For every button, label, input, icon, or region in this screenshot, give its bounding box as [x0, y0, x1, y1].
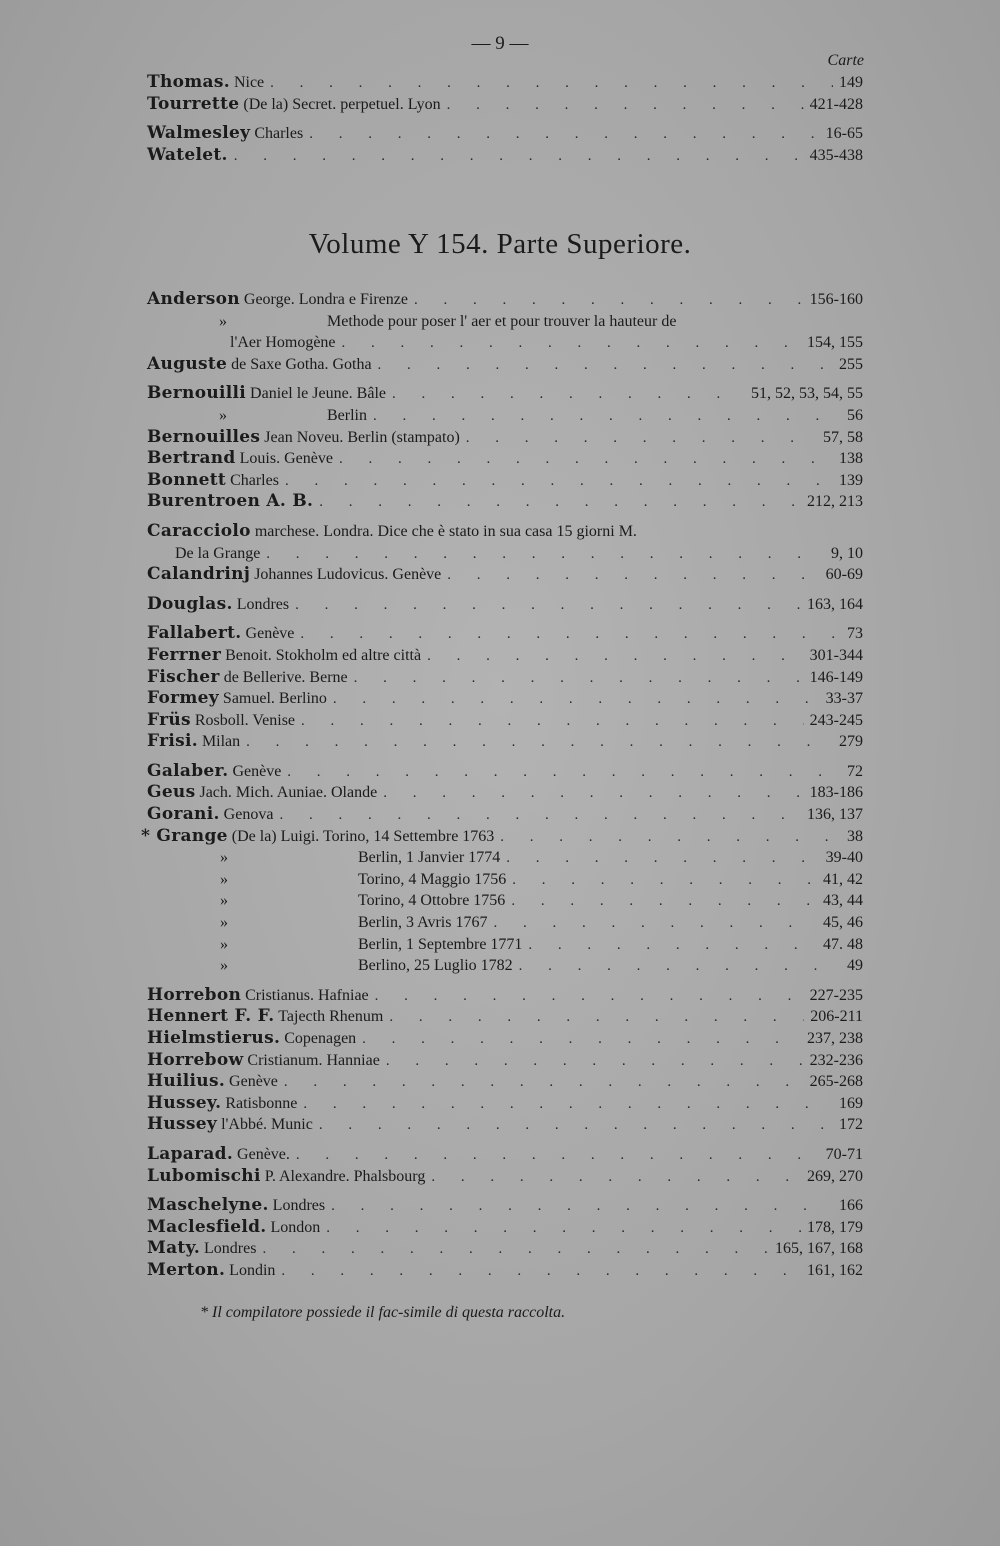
entry-description: Genève — [232, 762, 282, 780]
index-entry — [147, 427, 863, 449]
entry-pages: 56 — [847, 406, 863, 424]
index-entry — [147, 847, 863, 869]
index-entry — [147, 1144, 863, 1166]
entry-description: Louis. Genève — [239, 450, 333, 468]
index-entry — [147, 405, 863, 427]
index-entry — [147, 645, 863, 667]
dot-leader — [295, 595, 801, 617]
volume-title: Volume Y 154. Parte Superiore. — [308, 228, 692, 260]
index-entry — [147, 731, 863, 753]
ditto-mark: » — [219, 312, 227, 330]
entry-description: Nice — [233, 74, 265, 91]
dot-leader — [427, 646, 804, 668]
dot-leader — [303, 1094, 833, 1116]
index-entry — [147, 710, 863, 732]
entry-pages: 41, 42 — [823, 870, 863, 888]
entry-name: Ferrner — [147, 644, 222, 665]
index-entry — [147, 761, 863, 783]
entry-description: Cristianum. Hanniae — [247, 1051, 380, 1069]
entry-description: George. Londra e Firenze — [243, 291, 408, 308]
dot-leader — [511, 891, 817, 913]
index-entry — [147, 1217, 863, 1239]
entry-pages: 38 — [847, 827, 863, 845]
ditto-mark: » — [220, 935, 228, 953]
index-entry — [147, 354, 863, 376]
entry-description: Johannes Ludovicus. Genève — [254, 566, 442, 584]
entry-name: Caracciolo — [147, 520, 251, 541]
entry-description: l'Abbé. Munic — [221, 1116, 313, 1134]
entry-name: Auguste — [147, 353, 228, 374]
entry-description: Berlin, 1 Janvier 1774 — [358, 849, 501, 867]
entry-description: Londres — [204, 1240, 257, 1258]
dot-leader — [319, 1115, 833, 1137]
entry-name: Frisi. — [147, 731, 198, 752]
entry-name: Formey — [147, 688, 219, 709]
index-entry — [147, 934, 863, 956]
entry-pages: 49 — [847, 957, 863, 975]
entry-name: Hussey. — [147, 1092, 222, 1113]
entry-name: Walmesley — [147, 123, 251, 144]
entry-description: London — [270, 1218, 321, 1236]
index-entry — [147, 1006, 863, 1028]
entry-name: * Grange — [141, 825, 228, 846]
index-entry — [147, 332, 863, 354]
ditto-mark: » — [220, 870, 228, 888]
entry-name: Laparad. — [147, 1143, 234, 1164]
top-entry-list — [147, 72, 863, 166]
entry-name: Tourrette — [147, 93, 240, 114]
entry-pages: 9, 10 — [831, 544, 863, 562]
entry-pages: 183-186 — [809, 784, 863, 802]
dot-leader — [447, 95, 804, 117]
ditto-mark: » — [220, 849, 228, 867]
entry-pages: 156-160 — [809, 291, 863, 308]
index-entry — [147, 491, 863, 513]
index-entry — [147, 448, 863, 470]
dot-leader — [506, 848, 819, 870]
dot-leader — [519, 956, 841, 978]
entry-pages: 154, 155 — [807, 334, 863, 352]
entry-pages: 166 — [839, 1197, 863, 1215]
index-entry — [147, 145, 863, 167]
dot-leader — [389, 1007, 804, 1029]
dot-leader — [300, 624, 841, 646]
entry-name: Hielmstierus. — [147, 1028, 281, 1048]
dot-leader — [296, 1145, 820, 1167]
entry-pages: 269, 270 — [807, 1167, 863, 1185]
dot-leader — [375, 986, 804, 1008]
entry-pages: 136, 137 — [807, 806, 863, 824]
dot-leader — [281, 1261, 801, 1283]
entry-description: Londin — [229, 1261, 276, 1279]
dot-leader — [447, 565, 819, 587]
entry-pages: 165, 167, 168 — [775, 1240, 863, 1258]
index-entry — [147, 521, 863, 543]
entry-name: Geus — [147, 782, 196, 803]
index-entry — [147, 383, 863, 405]
entry-name: Bernouilles — [147, 426, 261, 447]
dot-leader — [309, 124, 819, 146]
entry-name: Lubomischi — [147, 1165, 261, 1186]
entry-pages: 57, 58 — [823, 428, 863, 446]
entry-name: Hennert F. F. — [147, 1006, 275, 1027]
index-entry — [147, 1071, 863, 1093]
index-entry — [147, 1166, 863, 1188]
index-entry — [147, 688, 863, 710]
entry-description: Milan — [201, 733, 241, 751]
dot-leader — [342, 333, 801, 355]
dot-leader — [279, 805, 801, 827]
entry-pages: 70-71 — [825, 1145, 863, 1163]
dot-leader — [262, 1239, 769, 1261]
ditto-mark: » — [219, 406, 227, 424]
index-entry — [147, 782, 863, 804]
index-entry — [147, 804, 863, 826]
dot-leader — [386, 1051, 804, 1073]
entry-description: Daniel le Jeune. Bâle — [250, 385, 386, 403]
dot-leader — [362, 1029, 801, 1051]
entry-description: Genève — [245, 625, 295, 643]
dot-leader — [392, 384, 745, 406]
entry-description: Berlin, 1 Septembre 1771 — [358, 935, 523, 953]
entry-name: Gorani. — [147, 804, 220, 825]
ditto-mark: » — [220, 914, 228, 932]
dot-leader — [331, 1196, 833, 1218]
dot-leader — [285, 471, 833, 493]
entry-description: Torino, 4 Ottobre 1756 — [358, 892, 506, 910]
dot-leader — [500, 827, 841, 849]
dot-leader — [528, 935, 817, 957]
entry-description: marchese. Londra. Dice che è stato in sua casa 15 giorni M. — [254, 522, 637, 540]
dot-leader — [284, 1072, 804, 1094]
index-entry — [147, 470, 863, 492]
entry-pages: 146-149 — [809, 668, 863, 686]
entry-pages: 206-211 — [810, 1008, 863, 1026]
dot-leader — [301, 711, 804, 733]
entry-pages: 51, 52, 53, 54, 55 — [751, 385, 863, 403]
dot-leader — [354, 668, 804, 690]
entry-pages: 47. 48 — [823, 935, 863, 953]
entry-name: Galaber. — [147, 760, 229, 781]
dot-leader — [287, 762, 841, 784]
ditto-mark: » — [220, 957, 228, 975]
entry-description: Benoit. Stokholm ed altre città — [225, 646, 422, 664]
index-entry — [147, 72, 863, 94]
entry-description: Berlin, 3 Avris 1767 — [358, 914, 488, 932]
entry-name: Huilius. — [147, 1071, 226, 1092]
index-entry — [147, 1260, 863, 1282]
entry-description: Berlino, 25 Luglio 1782 — [358, 957, 513, 975]
page-number: — 9 — — [471, 33, 529, 54]
dot-leader — [493, 913, 817, 935]
entry-description: Tajecth Rhenum — [278, 1008, 384, 1026]
dot-leader — [270, 73, 833, 95]
index-entry — [147, 1028, 863, 1050]
entry-description: (De la) Secret. perpetuel. Lyon — [243, 95, 441, 113]
entry-name: Merton. — [147, 1259, 226, 1280]
entry-name: Horrebow — [147, 1049, 244, 1070]
entry-description: Charles — [230, 471, 279, 489]
entry-pages: 161, 162 — [807, 1261, 863, 1279]
entry-pages: 255 — [839, 355, 863, 373]
entry-name: Burentroen A. B. — [147, 491, 314, 512]
index-entry — [147, 623, 863, 645]
entry-name: Calandrinj — [147, 564, 251, 585]
entry-pages: 72 — [847, 762, 863, 780]
entry-description: Charles — [254, 125, 304, 143]
dot-leader — [383, 783, 803, 805]
entry-name: Anderson — [147, 289, 240, 309]
index-entry — [147, 955, 863, 977]
dot-leader — [466, 428, 817, 450]
entry-pages: 212, 213 — [807, 493, 863, 511]
entry-description: l'Aer Homogène — [230, 334, 336, 352]
entry-description: Jach. Mich. Auniae. Olande — [199, 784, 378, 802]
index-entry — [141, 825, 863, 848]
entry-name: Bonnett — [147, 469, 227, 490]
entry-description: (De la) Luigi. Torino, 14 Settembre 1763 — [231, 827, 495, 845]
index-entry — [147, 94, 863, 116]
entry-pages: 169 — [839, 1094, 863, 1112]
entry-name: Douglas. — [147, 593, 233, 614]
entry-description: de Saxe Gotha. Gotha — [231, 355, 372, 373]
index-entry — [147, 1238, 863, 1260]
index-entry — [147, 1093, 863, 1115]
entry-description: Samuel. Berlino — [222, 690, 327, 708]
entry-description: Cristianus. Hafniae — [245, 986, 369, 1004]
index-entry — [147, 311, 863, 333]
entry-name: Watelet. — [147, 144, 228, 165]
entry-pages: 237, 238 — [807, 1030, 863, 1047]
index-entry — [147, 1050, 863, 1072]
dot-leader — [266, 544, 825, 566]
entry-pages: 43, 44 — [823, 892, 863, 910]
dot-leader — [431, 1167, 801, 1189]
dot-leader — [234, 146, 804, 168]
entry-description: Torino, 4 Maggio 1756 — [358, 870, 507, 888]
entry-pages: 33-37 — [825, 690, 863, 708]
dot-leader — [414, 290, 804, 312]
index-entry — [147, 912, 863, 934]
index-entry — [147, 869, 863, 891]
entry-pages: 139 — [839, 471, 863, 489]
entry-description: Londres — [236, 595, 290, 613]
entry-description: Genève — [229, 1073, 278, 1091]
entry-name: Bertrand — [147, 448, 236, 469]
dot-leader — [373, 406, 841, 428]
carte-column-header: Carte — [827, 52, 864, 69]
entry-name: Maschelyne. — [147, 1195, 269, 1216]
entry-description: Genève. — [237, 1145, 290, 1163]
entry-pages: 163, 164 — [807, 595, 863, 613]
entry-pages: 138 — [839, 450, 863, 468]
entry-description: Ratisbonne — [225, 1094, 298, 1112]
dot-leader — [333, 689, 820, 711]
entry-description: Copenagen — [284, 1030, 357, 1047]
index-entry — [147, 564, 863, 586]
entry-name: Bernouilli — [147, 383, 247, 404]
entry-pages: 265-268 — [809, 1073, 863, 1091]
entry-name: Fischer — [147, 666, 220, 687]
entry-pages: 279 — [839, 733, 863, 751]
index-entry — [147, 543, 863, 565]
entry-pages: 39-40 — [825, 849, 863, 867]
footnote: * Il compilatore possiede il fac-simile di questa raccolta. — [200, 1304, 566, 1321]
index-entry — [147, 123, 863, 145]
entry-pages: 73 — [847, 625, 863, 643]
entry-pages: 172 — [839, 1116, 863, 1134]
entry-description: Rosboll. Venise — [194, 711, 296, 729]
index-entry — [147, 667, 863, 689]
index-entry — [147, 890, 863, 912]
entry-description: Londres — [272, 1197, 326, 1215]
dot-leader — [319, 492, 801, 514]
entry-pages: 16-65 — [825, 125, 863, 143]
entry-pages: 421-428 — [809, 95, 863, 113]
entry-pages: 301-344 — [809, 646, 863, 664]
entry-pages: 227-235 — [809, 986, 863, 1004]
entry-description: De la Grange — [175, 544, 261, 562]
index-entry — [147, 985, 863, 1007]
dot-leader — [326, 1218, 801, 1240]
entry-description: Jean Noveu. Berlin (stampato) — [264, 428, 460, 446]
entry-pages: 232-236 — [809, 1051, 863, 1069]
entry-name: Früs — [147, 709, 191, 730]
entry-name: Horrebon — [147, 984, 242, 1005]
entry-name: Fallabert. — [147, 623, 242, 644]
dot-leader — [339, 449, 833, 471]
dot-leader — [378, 355, 833, 377]
entry-description: P. Alexandre. Phalsbourg — [264, 1167, 426, 1185]
entry-pages: 243-245 — [809, 711, 863, 729]
dot-leader — [246, 732, 833, 754]
index-entry — [147, 1195, 863, 1217]
entry-pages: 45, 46 — [823, 914, 863, 932]
index-entry — [147, 594, 863, 616]
entry-description: Genova — [223, 806, 274, 824]
ditto-mark: » — [220, 892, 228, 910]
index-entry — [147, 1114, 863, 1136]
entry-description: Methode pour poser l' aer et pour trouver la hauteur de — [327, 312, 677, 330]
index-entry-list — [141, 289, 863, 1282]
entry-name: Thomas. — [147, 72, 230, 92]
entry-description: de Bellerive. Berne — [223, 668, 348, 686]
entry-name: Maclesfield. — [147, 1216, 267, 1237]
entry-pages: 149 — [839, 74, 863, 91]
entry-pages: 178, 179 — [807, 1218, 863, 1236]
index-entry — [147, 289, 863, 311]
dot-leader — [512, 870, 817, 892]
entry-name: Hussey — [147, 1114, 218, 1135]
entry-pages: 435-438 — [809, 146, 863, 164]
entry-pages: 60-69 — [825, 566, 863, 584]
entry-description: Berlin — [327, 406, 367, 424]
entry-name: Maty. — [147, 1238, 201, 1259]
